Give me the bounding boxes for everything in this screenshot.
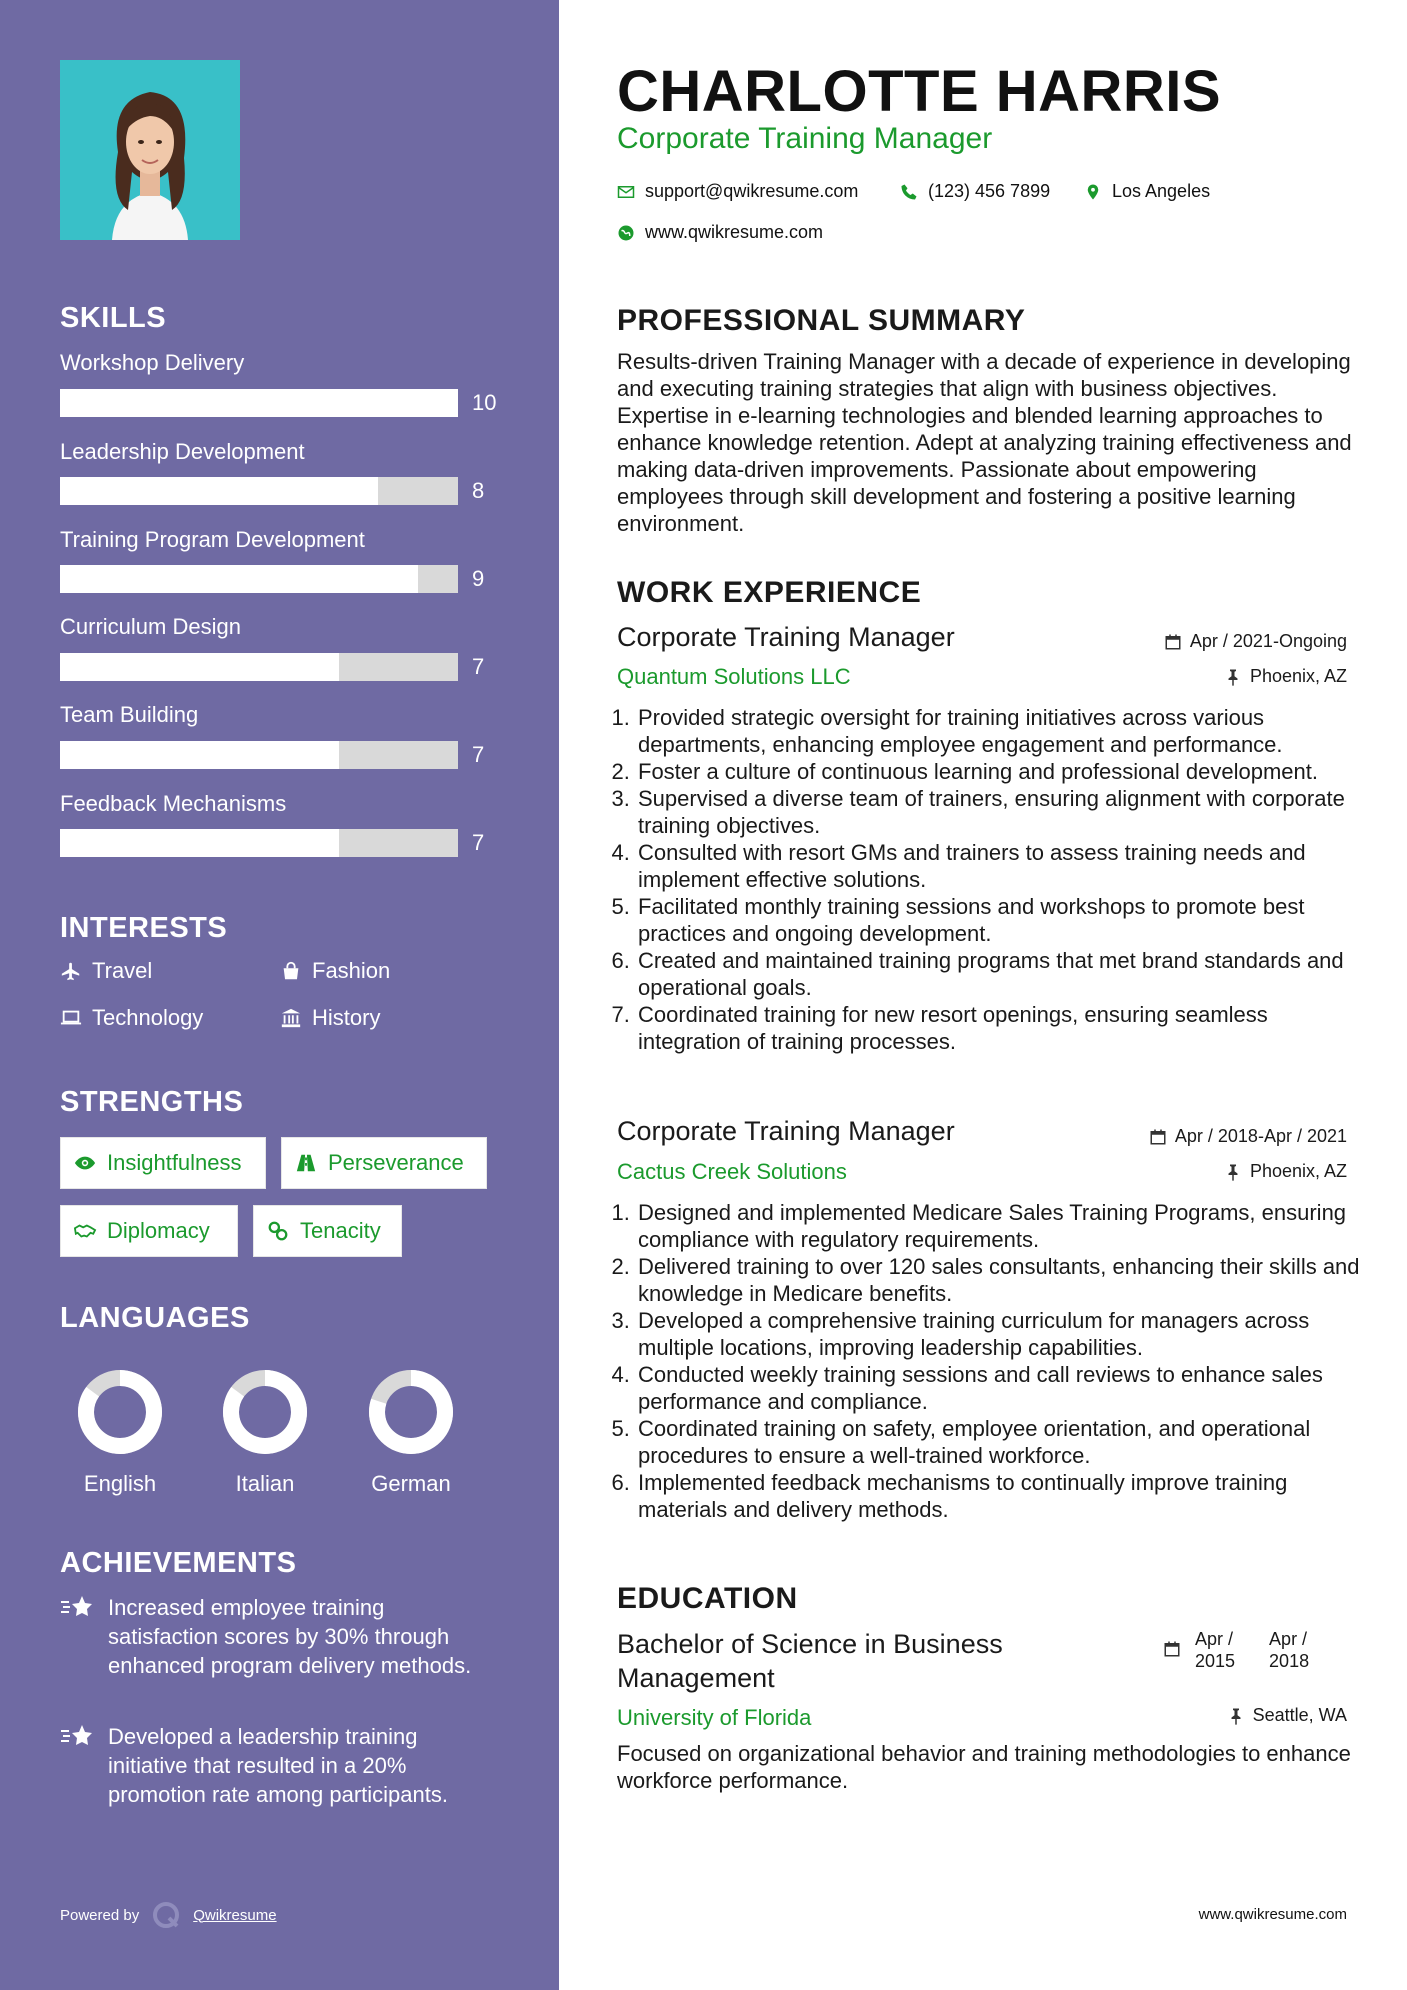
languages-title: LANGUAGES — [60, 1302, 250, 1334]
job-role: Corporate Training Manager — [617, 622, 955, 652]
language-chart — [65, 1362, 175, 1462]
calendar-icon — [1149, 1128, 1167, 1146]
handshake-icon — [73, 1220, 97, 1242]
skill-bar-fill — [60, 389, 458, 417]
eye-icon — [73, 1152, 97, 1174]
interest-label: Technology — [92, 1005, 204, 1030]
job-dates-text: Apr / 2021-Ongoing — [1189, 631, 1347, 651]
duty-item: 3. Developed a comprehensive training curriculum for managers across multiple locations, improving leadership capabilities. — [636, 1307, 1376, 1361]
candidate-title: Corporate Training Manager — [617, 122, 993, 155]
skill-label: Training Program Development — [60, 527, 365, 552]
achievements-title: ACHIEVEMENTS — [60, 1547, 297, 1579]
job-location-text: Phoenix, AZ — [1249, 666, 1347, 686]
language-label: Italian — [235, 1471, 295, 1496]
laptop-icon — [60, 1007, 82, 1029]
interest-label: Fashion — [312, 958, 391, 983]
duty-item: 4. Consulted with resort GMs and trainers to assess training needs and implement effective solutions. — [636, 839, 1376, 893]
avatar — [60, 60, 240, 240]
interest-label: Travel — [92, 958, 153, 983]
strength-label: Insightfulness — [107, 1150, 242, 1175]
skill-bar-fill — [60, 477, 378, 505]
interest-item — [60, 958, 152, 984]
skill-bar — [60, 653, 458, 681]
achievement-text: Increased employee training satisfaction scores by 30% through enhanced program delivery methods. — [108, 1595, 472, 1678]
language-donut — [70, 1362, 170, 1462]
job-location-text: Phoenix, AZ — [1249, 1161, 1347, 1181]
education-start-month: Apr / — [1195, 1629, 1234, 1649]
duty-item: 4. Conducted weekly training sessions and call reviews to enhance sales performance and compliance. — [636, 1361, 1376, 1415]
candidate-name: CHARLOTTE HARRIS — [617, 59, 1222, 124]
achievement-text: Developed a leadership training initiative that resulted in a 20% promotion rate among participants. — [108, 1724, 448, 1807]
language-donut — [361, 1362, 461, 1462]
skill-bar-fill — [60, 741, 339, 769]
achievement-item — [60, 1593, 490, 1680]
calendar-icon — [1164, 633, 1182, 651]
contact-website — [617, 222, 823, 243]
pin-icon — [1227, 1707, 1245, 1725]
strength-badge — [253, 1205, 402, 1257]
summary-title: PROFESSIONAL SUMMARY — [617, 304, 1026, 337]
skill-bar-fill — [60, 653, 339, 681]
education-start — [1195, 1628, 1235, 1672]
education-end-month: Apr / — [1269, 1629, 1308, 1649]
language-chart — [356, 1362, 466, 1462]
language-chart — [210, 1362, 320, 1462]
education-description: Focused on organizational behavior and training methodologies to enhance workforce performance. — [617, 1741, 1351, 1793]
website-text[interactable]: www.qwikresume.com — [645, 222, 824, 242]
duty-item: 3. Supervised a diverse team of trainers, ensuring alignment with corporate training objectives. — [636, 785, 1376, 839]
phone-text[interactable]: (123) 456 7899 — [928, 181, 1051, 201]
envelope-icon — [617, 183, 635, 201]
map-pin-icon — [1084, 183, 1102, 201]
strength-label: Tenacity — [300, 1218, 381, 1243]
skill-label: Workshop Delivery — [60, 350, 245, 375]
job-dates — [1149, 1126, 1347, 1147]
star-trophy-icon — [60, 1593, 96, 1623]
globe-icon — [617, 224, 635, 242]
skill-bar — [60, 565, 458, 593]
skill-value: 7 — [472, 742, 485, 767]
contact-location — [1084, 181, 1210, 202]
profile-photo — [60, 60, 240, 240]
job-duties — [612, 704, 1376, 1055]
job-duties — [612, 1199, 1376, 1523]
plane-icon — [60, 960, 82, 982]
job-location — [1224, 666, 1347, 687]
language-donut — [215, 1362, 315, 1462]
skill-value: 8 — [472, 478, 485, 503]
job-location — [1224, 1161, 1347, 1182]
calendar-icon — [1163, 1640, 1181, 1658]
skill-bar — [60, 477, 458, 505]
pin-icon — [1224, 1163, 1242, 1181]
summary-text: Results-driven Training Manager with a decade of experience in developing and executing training strategies that align with business objectives. Expertise in e-learning technologies and blended learning approaches to enhance knowledge retention. Adept at analyzing training effectiveness and making data-driven improvements. Passionate about empowering employees through skill development and fostering a positive learning environment. — [617, 349, 1352, 536]
skill-bar-fill — [60, 829, 339, 857]
interest-item — [280, 958, 390, 984]
qwikresume-logo-icon — [151, 1900, 181, 1930]
education-school: University of Florida — [617, 1705, 812, 1730]
job-dates-text: Apr / 2018-Apr / 2021 — [1174, 1126, 1347, 1146]
language-label: German — [371, 1471, 451, 1496]
contact-phone — [900, 181, 1050, 202]
duty-item: 1. Provided strategic oversight for training initiatives across various departments, enhancing employee engagement and performance. — [636, 704, 1376, 758]
experience-title: WORK EXPERIENCE — [617, 576, 922, 609]
skill-bar — [60, 389, 458, 417]
skill-bar-fill — [60, 565, 418, 593]
job-dates — [1164, 631, 1347, 652]
duty-item: 1. Designed and implemented Medicare Sales Training Programs, ensuring compliance with regulatory requirements. — [636, 1199, 1376, 1253]
star-trophy-icon — [60, 1722, 96, 1752]
location-text: Los Angeles — [1112, 181, 1211, 201]
pin-icon — [1224, 668, 1242, 686]
education-end-year: 2018 — [1269, 1651, 1310, 1671]
education-title: EDUCATION — [617, 1582, 798, 1615]
link-icon — [266, 1220, 290, 1242]
sidebar — [0, 0, 559, 1990]
footer-url[interactable]: www.qwikresume.com — [1198, 1906, 1347, 1923]
powered-by-label: Powered by — [60, 1906, 140, 1924]
education-location-text: Seattle, WA — [1252, 1705, 1347, 1725]
skill-label: Leadership Development — [60, 439, 305, 464]
language-label: English — [83, 1471, 157, 1496]
bag-icon — [280, 960, 302, 982]
duty-item: 5. Facilitated monthly training sessions and workshops to promote best practices and ongoing development. — [636, 893, 1376, 947]
skill-label: Curriculum Design — [60, 614, 241, 639]
brand-link[interactable]: Qwikresume — [193, 1906, 277, 1924]
duty-item: 7. Coordinated training for new resort openings, ensuring seamless integration of training processes. — [636, 1001, 1376, 1055]
skill-label: Feedback Mechanisms — [60, 791, 287, 816]
strength-badge — [60, 1137, 266, 1189]
skills-title: SKILLS — [60, 302, 167, 334]
interest-label: History — [312, 1005, 381, 1030]
achievement-item — [60, 1722, 490, 1809]
contact-email — [617, 181, 858, 202]
skill-label: Team Building — [60, 702, 199, 727]
skill-value: 7 — [472, 830, 485, 855]
phone-icon — [900, 183, 918, 201]
education-dates — [1163, 1628, 1309, 1672]
skill-value: 9 — [472, 566, 485, 591]
education-degree: Bachelor of Science in Business Management — [617, 1629, 1003, 1693]
strength-badge — [281, 1137, 487, 1189]
skill-value: 10 — [472, 390, 497, 415]
job-company: Quantum Solutions LLC — [617, 664, 851, 689]
strength-label: Diplomacy — [107, 1218, 210, 1243]
skill-bar — [60, 829, 458, 857]
education-start-year: 2015 — [1195, 1651, 1236, 1671]
interest-item — [280, 1005, 380, 1031]
duty-item: 6. Implemented feedback mechanisms to continually improve training materials and delivery methods. — [636, 1469, 1376, 1523]
skill-value: 7 — [472, 654, 485, 679]
duty-item: 2. Foster a culture of continuous learning and professional development. — [636, 758, 1376, 785]
road-icon — [294, 1152, 318, 1174]
duty-item: 5. Coordinated training on safety, employee orientation, and operational procedures to ensure a well-trained workforce. — [636, 1415, 1376, 1469]
interest-item — [60, 1005, 203, 1031]
email-text[interactable]: support@qwikresume.com — [645, 181, 859, 201]
duty-item: 6. Created and maintained training programs that met brand standards and operational goals. — [636, 947, 1376, 1001]
interests-title: INTERESTS — [60, 912, 228, 944]
strengths-title: STRENGTHS — [60, 1086, 244, 1118]
job-company: Cactus Creek Solutions — [617, 1159, 847, 1184]
education-end — [1269, 1628, 1309, 1672]
powered-by — [60, 1900, 277, 1930]
skill-bar — [60, 741, 458, 769]
museum-icon — [280, 1007, 302, 1029]
strength-badge — [60, 1205, 238, 1257]
duty-item: 2. Delivered training to over 120 sales consultants, enhancing their skills and knowledge in Medicare benefits. — [636, 1253, 1376, 1307]
education-location — [1227, 1705, 1347, 1726]
strength-label: Perseverance — [328, 1150, 464, 1175]
job-role: Corporate Training Manager — [617, 1116, 955, 1146]
